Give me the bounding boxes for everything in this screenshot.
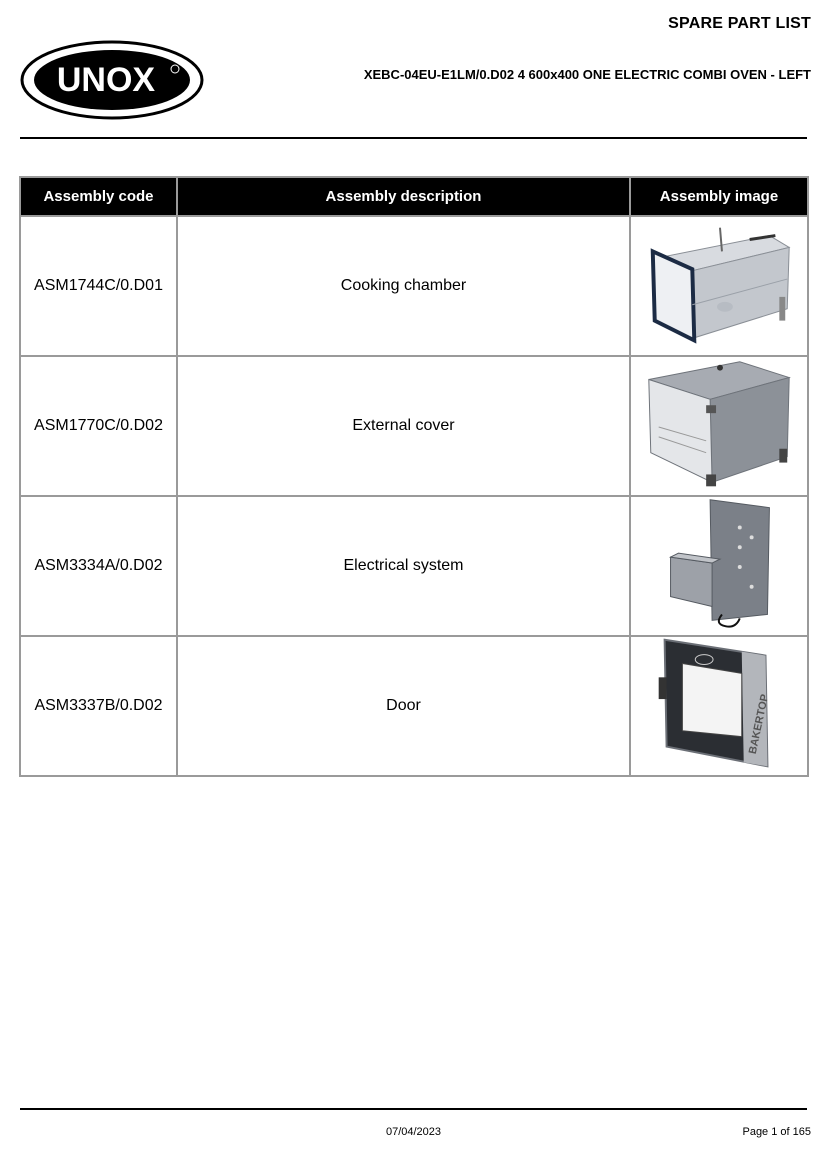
page-number: Page 1 of 165 [742,1126,811,1138]
table-header-row [20,177,808,216]
table-row [20,356,808,496]
document-subtitle: XEBC-04EU-E1LM/0.D02 4 600x400 ONE ELECTRIC COMBI OVEN - LEFT [363,67,811,82]
column-header-code: Assembly code [20,177,177,216]
table-row [20,216,808,356]
logo-text: UNOX [56,61,156,99]
assembly-description: External cover [177,356,630,496]
assembly-description: Cooking chamber [177,216,630,356]
unox-logo [20,40,204,120]
assembly-code[interactable]: ASM1744C/0.D01 [20,216,177,356]
column-header-description: Assembly description [177,177,630,216]
header-divider [20,137,807,139]
assembly-code[interactable]: ASM1770C/0.D02 [20,356,177,496]
svg-text:BAKERTOP: BAKERTOP [746,693,772,756]
cooking-chamber-icon [631,217,807,355]
assembly-image-cell [630,356,808,496]
document-title: SPARE PART LIST [668,15,811,32]
assembly-description: Electrical system [177,496,630,636]
table-row [20,496,808,636]
column-header-image: Assembly image [630,177,808,216]
assembly-image-cell [630,496,808,636]
electrical-system-icon [631,497,807,635]
assembly-code[interactable]: ASM3337B/0.D02 [20,636,177,776]
assembly-image-cell [630,216,808,356]
assembly-code[interactable]: ASM3334A/0.D02 [20,496,177,636]
footer-date: 07/04/2023 [385,1126,442,1138]
door-icon [631,637,807,775]
table-row [20,636,808,776]
assembly-table [19,176,809,777]
footer-divider [20,1108,807,1110]
external-cover-icon [631,357,807,495]
assembly-image-cell [630,636,808,776]
assembly-description: Door [177,636,630,776]
